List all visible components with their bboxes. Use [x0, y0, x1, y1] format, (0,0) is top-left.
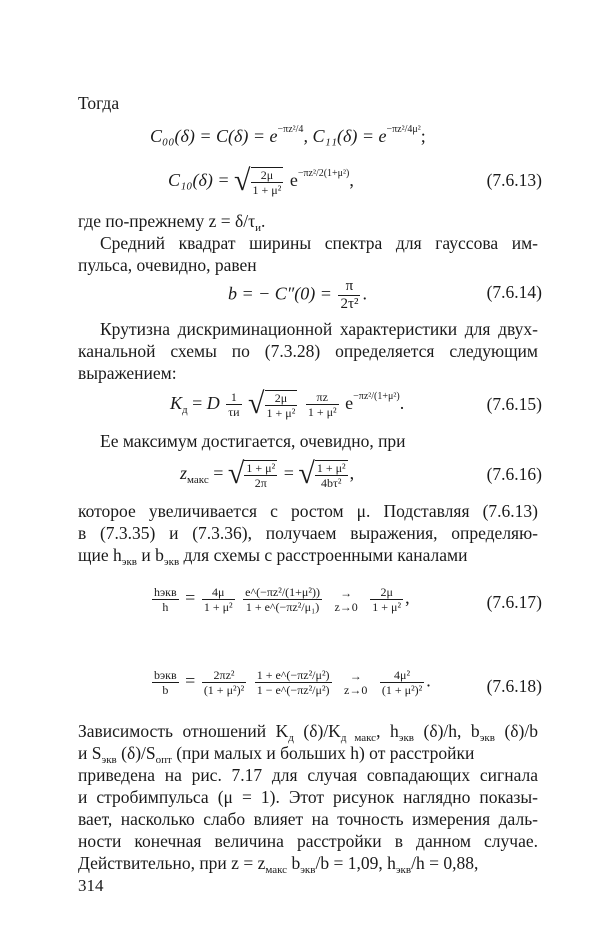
eq-k-denominator-2: 1 + μ² — [307, 405, 337, 420]
equation-7-6-14: b = − C″(0) = $\frac{\pi}{\text{2τ²}}$ . — [228, 278, 367, 312]
eq-h-limit: → z→0 — [334, 585, 358, 614]
text-line: Действительно, при $z = z_{макс}$ $b_{экв}/b = 1,09$, $h_{экв}/h = 0,88$, — [78, 853, 479, 876]
eq-h-coef-fraction — [202, 585, 235, 614]
intro-word: Тогда — [78, 93, 120, 113]
equation-number: (7.6.13) — [486, 170, 542, 190]
eq-z-text: z — [180, 463, 188, 483]
text-line: Крутизна дискриминационной характеристики для двух- — [100, 319, 538, 339]
eq-h-coef-denominator: 1 + μ² — [203, 600, 233, 614]
eq-z-numerator-2: 1 + μ² — [316, 460, 346, 475]
equation-7-6-13-second-line: C₁₀(δ) = √ $\frac{2\mu}{\text{1 + μ²}}$ $e^{-\pi z^2/2(1+\mu^2)}$, — [168, 164, 354, 197]
text-line-content: где по-прежнему z = δ/τ — [78, 211, 256, 231]
eq-b-limit-label: z→0 — [344, 682, 368, 697]
eq-k-fraction-2 — [306, 390, 339, 419]
equation-number: (7.6.14) — [486, 282, 542, 302]
eq-c10-numerator: 2μ — [251, 168, 284, 183]
equation-number: (7.6.16) — [486, 464, 542, 484]
eq-c10-text: C₁₀(δ) = — [168, 170, 230, 190]
eq-z-denominator-1: 2π — [254, 475, 267, 490]
text-line: выражением: — [78, 363, 177, 383]
eq-h-coef-numerator: 4μ — [202, 585, 235, 600]
eq-b-lhs-denominator: b — [162, 683, 169, 697]
eq-k-denominator-1: 1 + μ² — [266, 405, 296, 420]
text-line: которое увеличивается с ростом μ. Подставляя (7.6.13) — [78, 501, 538, 521]
equation-number: (7.6.18) — [486, 676, 542, 696]
equation-number: (7.6.15) — [486, 394, 542, 414]
text-line: в (7.3.35) и (7.3.36), получаем выражения, определяю- — [78, 523, 538, 543]
text-line: и стробимпульса (μ = 1). Этот рисунок наглядно показы- — [78, 787, 538, 807]
eq-z-numerator-1: 1 + μ² — [246, 460, 276, 475]
eq-c10-fraction — [251, 167, 284, 197]
eq-c10-denominator: 1 + μ² — [252, 182, 282, 197]
text-line: приведена на рис. 7.17 для случая совпадающих сигнала — [78, 765, 538, 785]
eq-h-limit-label: z→0 — [334, 599, 358, 614]
eq-c11-text: , C₁₁(δ) = e — [303, 126, 387, 146]
equation-7-6-13-first-line: $C_{00}(\delta) = C(\delta) = e^{-\pi z^2/4}$, $C_{11}(\delta) = e^{-\pi z^2/4\mu^2}$; — [150, 124, 426, 146]
eq-k-numerator-1: 2μ — [265, 391, 298, 406]
eq-b-main-denominator: 1 − e^(−πz²/μ²) — [256, 683, 330, 697]
eq-b-lhs-fraction — [152, 668, 179, 697]
eq-b-result-denominator: (1 + μ²)² — [381, 683, 423, 697]
page-number: 314 — [78, 876, 104, 895]
text-line: пульса, очевидно, равен — [78, 255, 257, 275]
eq-b-coef-fraction — [202, 668, 246, 697]
eq-k-fraction-1-over-tau: $\frac{1}{\tau и}$ — [228, 390, 240, 420]
eq-b-coef-numerator: 2πz² — [202, 668, 246, 683]
eq-b-fraction — [338, 278, 360, 313]
text-line: канальной схемы по (7.3.28) определяется следующим — [78, 341, 538, 361]
equation-7-6-15: $K_д = D$ $\frac{1}{\tau и}$ √ $\frac{2\mu}{\text{1 + μ²}}$ $\frac{\pi z}{\text{1 + μ²}}$ $e^{-\pi z^2/(1+\mu^2)}$. — [170, 387, 405, 420]
eq-c00-exponent: −πz²/4 — [277, 124, 304, 135]
eq-k-exponent: −πz²/(1+μ²) — [353, 391, 400, 402]
eq-z-denominator-2: 4bτ² — [321, 475, 342, 490]
eq-b-lhs-numerator: bэкв — [154, 668, 177, 682]
text-line: Средний квадрат ширины спектра для гауссова им- — [100, 233, 538, 253]
sqrt-symbol: √ — [234, 164, 251, 197]
eq-h-result-denominator: 1 + μ² — [372, 600, 402, 614]
text-line: щие $h_{экв}$ и $b_{экв}$ для схемы с расстроенными каналами — [78, 545, 468, 568]
text-line: и $S_{экв}$ $(\delta)/S_{опт}$ (при малых и больших h) от расстройки — [78, 743, 475, 766]
eq-b-limit: → z→0 — [344, 668, 368, 697]
eq-b-coef-denominator: (1 + μ²)² — [203, 683, 245, 697]
eq-h-result-numerator: 2μ — [370, 585, 403, 600]
eq-h-main-numerator: e^(−πz²/(1+μ²)) — [245, 585, 320, 599]
eq-h-main-denominator: 1 + e^(−πz²/μ₁) — [245, 600, 320, 614]
text-line: где по-прежнему $z = \delta/\tau_и$. — [78, 211, 266, 234]
eq-k-numerator-2: πz — [306, 390, 339, 405]
eq-b-text: b = − C″(0) = — [228, 283, 332, 304]
subscript: и — [255, 222, 262, 234]
eq-h-lhs-fraction — [152, 585, 179, 614]
equation-number: (7.6.17) — [486, 592, 542, 612]
eq-b-result-numerator: 4μ² — [380, 668, 424, 683]
eq-h-lhs-denominator: h — [162, 600, 169, 614]
eq-h-result-fraction — [370, 585, 403, 614]
eq-c00-text: C₀₀(δ) = C(δ) = e — [150, 126, 278, 146]
eq-b-denominator: 2τ² — [340, 296, 359, 312]
eq-h-main-fraction — [243, 585, 322, 614]
sqrt-symbol: √ — [298, 457, 315, 490]
eq-b-result-fraction — [380, 668, 424, 697]
eq-b-main-fraction — [255, 668, 332, 697]
eq-z-fraction-1 — [244, 460, 277, 490]
eq-z-fraction-2 — [315, 460, 348, 490]
sqrt-symbol: √ — [227, 457, 245, 490]
eq-h-lhs-numerator: hэкв — [154, 585, 177, 599]
text-line: Зависимость отношений $K_д$ $(\delta)/K_{д макс}$, $h_{экв}$ (δ)/h, $b_{экв}$ (δ)/b — [78, 721, 538, 744]
equation-7-6-17: $\frac{\text{hэкв}}{h}$ = $\frac{4\mu}{\text{1 + μ²}}$ $\frac{\text{e\textasciicircum{}(−πz²/(1+μ²))}}{\text{1 + e\textasciicircum{}(−πz²/μ₁)}}$ → z→0 $\frac{2\mu}{\text{1 + μ²}}$ , — [154, 585, 410, 614]
equation-7-6-16: $z_{макс}$ = √ $\frac{\text{1 + μ²}}{2\pi}$ = √ $\frac{\text{1 + μ²}}{\text{4bτ²}}$ , — [180, 457, 355, 490]
eq-c10-exponent: −πz²/2(1+μ²) — [297, 168, 350, 179]
eq-k-text: K — [170, 393, 183, 413]
text-line: Ее максимум достигается, очевидно, при — [100, 431, 406, 451]
eq-c11-exponent: −πz²/4μ² — [386, 124, 421, 135]
text-line: ности конечная величина расстройки в данном случае. — [78, 831, 538, 851]
sqrt-symbol: √ — [248, 387, 265, 420]
eq-b-main-numerator: 1 + e^(−πz²/μ²) — [256, 668, 330, 682]
eq-k-fraction-1 — [265, 390, 298, 420]
text-line: вает, насколько слабо влияет на точность измерения даль- — [78, 809, 538, 829]
eq-b-numerator: π — [338, 278, 360, 296]
equation-7-6-18: $\frac{\text{bэкв}}{b}$ = $\frac{\text{2πz²}}{\text{(1 + μ²)²}}$ $\frac{\text{1 + e\textasciicircum{}(−πz²/μ²)}}{\text{1 − e\textasciicircum{}(−πz²/μ²)}}$ → z→0 $\frac{\text{4μ²}}{\text{(1 + μ²)²}}$ . — [154, 668, 431, 697]
